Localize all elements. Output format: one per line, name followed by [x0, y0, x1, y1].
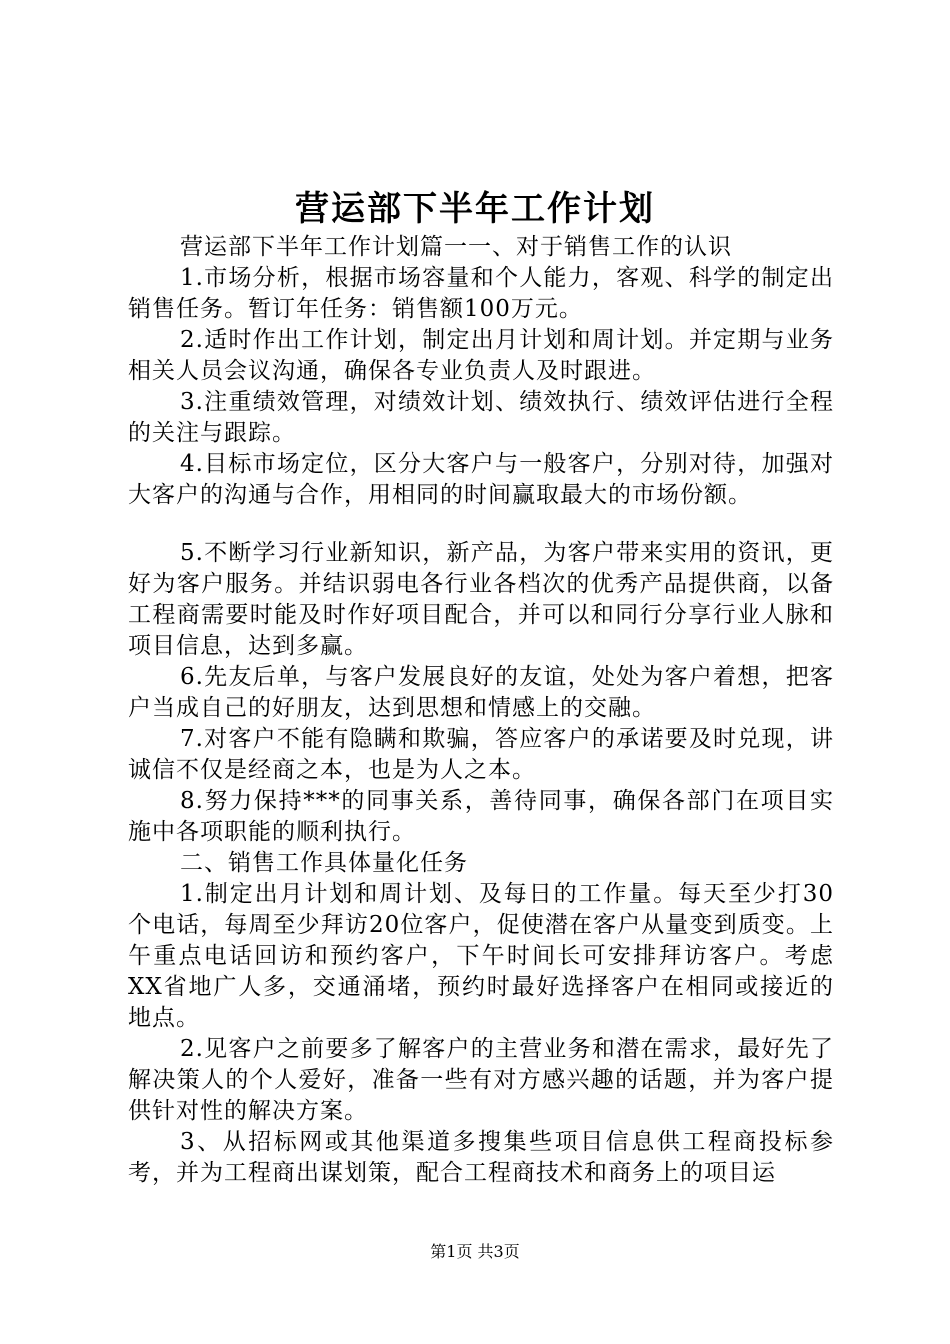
paragraph: 1.市场分析，根据市场容量和个人能力，客观、科学的制定出销售任务。暂订年任务：销售额100万元。 — [128, 265, 834, 322]
paragraph: 3.注重绩效管理，对绩效计划、绩效执行、绩效评估进行全程的关注与跟踪。 — [128, 389, 834, 446]
document-title: 营运部下半年工作计划 — [295, 189, 655, 229]
paragraph: 6.先友后单，与客户发展良好的友谊，处处为客户着想，把客户当成自己的好朋友，达到思想和情感上的交融。 — [128, 664, 834, 721]
paragraph: 8.努力保持***的同事关系，善待同事，确保各部门在项目实施中各项职能的顺利执行。 — [128, 788, 834, 845]
paragraph: 4.目标市场定位，区分大客户与一般客户，分别对待，加强对大客户的沟通与合作，用相同的时间赢取最大的市场份额。 — [128, 451, 834, 508]
paragraph: 营运部下半年工作计划篇一一、对于销售工作的认识 — [180, 234, 732, 260]
paragraph: 2.适时作出工作计划，制定出月计划和周计划。并定期与业务相关人员会议沟通，确保各专业负责人及时跟进。 — [128, 327, 834, 384]
page-number-footer: 第1页 共3页 — [430, 1242, 520, 1261]
paragraph: 2.见客户之前要多了解客户的主营业务和潜在需求，最好先了解决策人的个人爱好，准备一些有对方感兴趣的话题，并为客户提供针对性的解决方案。 — [128, 1036, 834, 1124]
paragraph: 3、从招标网或其他渠道多搜集些项目信息供工程商投标参考，并为工程商出谋划策，配合工程商技术和商务上的项目运 — [128, 1129, 834, 1186]
paragraph: 7.对客户不能有隐瞒和欺骗，答应客户的承诺要及时兑现，讲诚信不仅是经商之本，也是为人之本。 — [128, 726, 834, 783]
document-body — [128, 232, 834, 1189]
section-heading: 二、销售工作具体量化任务 — [180, 850, 468, 876]
paragraph: 5.不断学习行业新知识，新产品，为客户带来实用的资讯，更好为客户服务。并结识弱电各行业各档次的优秀产品提供商，以备工程商需要时能及时作好项目配合，并可以和同行分享行业人脉和项目信息，达到多赢。 — [128, 540, 834, 659]
paragraph: 1.制定出月计划和周计划、及每日的工作量。每天至少打30个电话，每周至少拜访20位客户，促使潜在客户从量变到质变。上午重点电话回访和预约客户，下午时间长可安排拜访客户。考虑XX省地广人多，交通涌堵，预约时最好选择客户在相同或接近的地点。 — [128, 881, 834, 1031]
